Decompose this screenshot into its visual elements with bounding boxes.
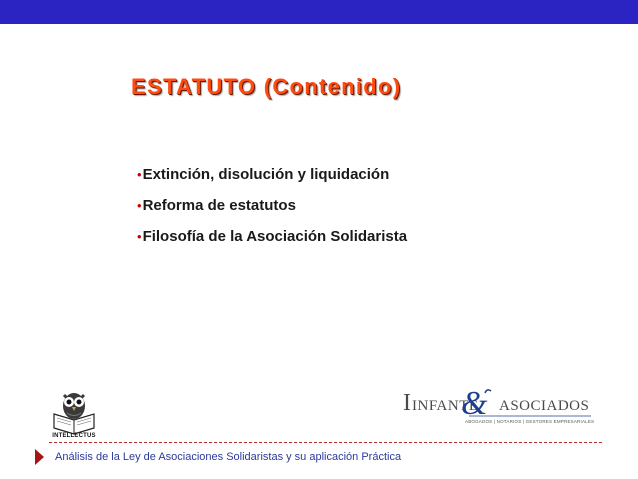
footer-text: Análisis de la Ley de Asociaciones Solidaristas y su aplicación Práctica xyxy=(55,451,402,463)
ampersand-icon: & xyxy=(461,385,488,422)
bullet-dot: • xyxy=(137,198,142,213)
bullet-item xyxy=(137,159,407,190)
bullet-item xyxy=(137,190,407,221)
bullet-dot: • xyxy=(137,229,142,244)
firm-name-part1: INFANTE xyxy=(412,398,479,414)
footer-divider xyxy=(49,442,602,443)
bullet-text: Extinción, disolución y liquidación xyxy=(142,166,390,183)
top-bar xyxy=(0,0,638,24)
owl-logo-caption: INTELLECTUS xyxy=(52,433,96,439)
firm-logo xyxy=(401,385,593,435)
bullet-dot: • xyxy=(137,167,142,182)
bullet-item xyxy=(137,221,407,252)
firm-logo-graphic xyxy=(401,385,593,435)
bullet-text: Filosofía de la Asociación Solidarista xyxy=(142,228,408,245)
slide-title: ESTATUTO (Contenido) xyxy=(131,74,402,99)
firm-initial-i: I xyxy=(403,390,411,416)
bullet-list xyxy=(137,159,407,252)
firm-tagline: ABOGADOS | NOTARIOS | GESTORES EMPRESARIALES xyxy=(465,419,595,424)
bullet-text: Reforma de estatutos xyxy=(142,197,296,214)
triangle-arrow-icon xyxy=(35,449,44,465)
firm-name-part2: ASOCIADOS xyxy=(499,398,590,414)
